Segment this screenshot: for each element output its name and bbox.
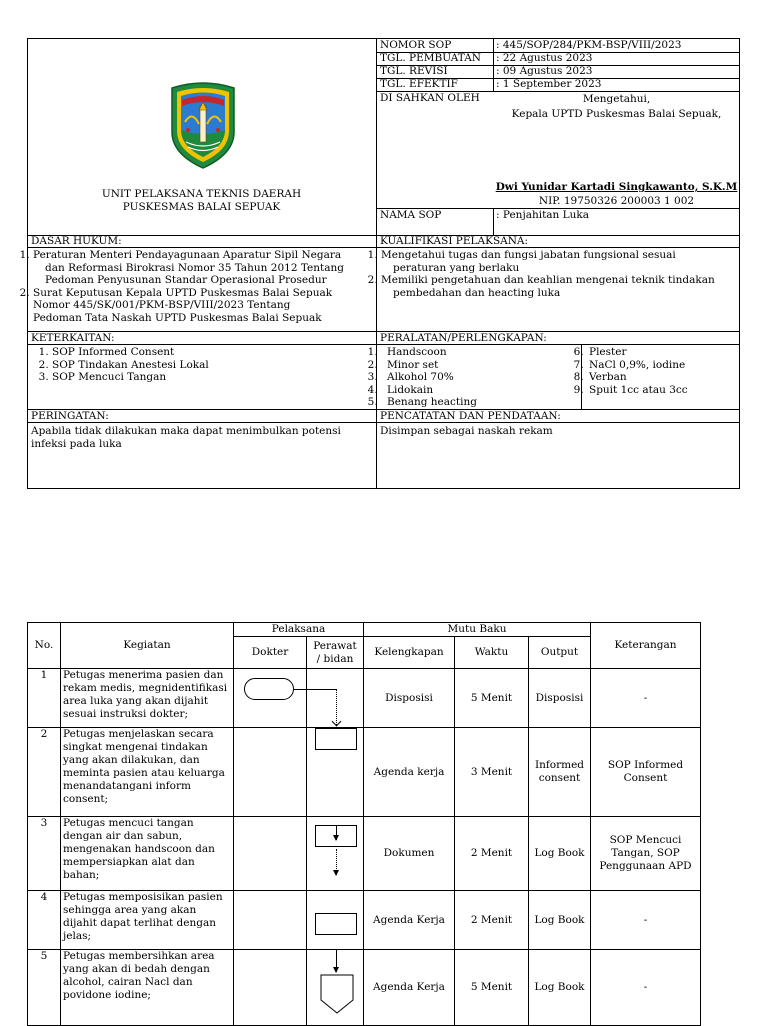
peralatan-title: PERALATAN/PERLENGKAPAN: [380,332,547,344]
peralatan-item: 1. Handscoon [381,346,477,359]
perawat-flow-cell [307,817,364,891]
row-waktu: 2 Menit [455,891,529,950]
row-no: 2 [28,728,61,817]
row-waktu: 5 Menit [455,950,529,1026]
table-row [28,817,701,891]
perawat-flow-cell [307,669,364,728]
row-kelengkapan: Agenda Kerja [364,950,455,1026]
col-header-pelaksana: Pelaksana [234,623,364,637]
dasar-hukum-item: 1. Peraturan Menteri Pendayagunaan Aparatur Sipil Negara dan Reformasi Birokrasi Nomor 35 Tahun 2012 Tentang Pedoman Penyusunan Standar Operasional Prosedur [33,249,344,287]
dokter-flow-cell [234,950,307,1026]
pencatatan-title: PENCATATAN DAN PENDATAAN: [380,410,561,422]
row-kelengkapan: Agenda kerja [364,728,455,817]
keterkaitan-item: 3. SOP Mencuci Tangan [52,371,209,384]
col-header-output: Output [529,637,591,669]
row-no: 4 [28,891,61,950]
field-label-tgl-revisi: TGL. REVISI [380,65,448,77]
row-output: Disposisi [529,669,591,728]
peralatan-item: 2. Minor set [381,359,477,372]
row-no: 3 [28,817,61,891]
jabatan-text: Kepala UPTD Puskesmas Balai Sepuak, [511,108,722,120]
peralatan-item: 6. Plester [587,346,688,359]
kualifikasi-item: 2. Memiliki pengetahuan dan keahlian mengenai teknik tindakan pembedahan dan heacting luka [381,274,715,299]
dasar-hukum-list [18,249,344,324]
perawat-flow-cell [307,728,364,817]
peringatan-text-line: infeksi pada luka [31,438,122,450]
row-kegiatan: Petugas mencuci tangan dengan air dan sabun, mengenakan handscoon dan mempersiapkan alat dan bahan; [61,817,234,891]
org-name-line1: UNIT PELAKSANA TEKNIS DAERAH [101,188,302,200]
flow-connector-line [307,689,336,690]
row-kegiatan: Petugas menjelaskan secara singkat mengenai tindakan yang akan dilakukan, dan meminta pasien atau keluarga menandatangani inform consent; [61,728,234,817]
row-keterangan: - [591,950,701,1026]
peringatan-title: PERINGATAN: [31,410,109,422]
row-kelengkapan: Agenda Kerja [364,891,455,950]
keterkaitan-list [37,346,209,384]
mengetahui-text: Mengetahui, [582,93,651,105]
row-waktu: 2 Menit [455,817,529,891]
procedure-flow-table [27,622,701,1026]
row-no: 1 [28,669,61,728]
org-name-line2: PUSKESMAS BALAI SEPUAK [122,201,281,213]
row-kelengkapan: Dokumen [364,817,455,891]
flow-arrow [336,950,337,972]
keterkaitan-item: 1. SOP Informed Consent [52,346,209,359]
col-header-mutu-baku: Mutu Baku [364,623,591,637]
kualifikasi-title: KUALIFIKASI PELAKSANA: [380,235,529,247]
dokter-flow-cell [234,891,307,950]
dasar-hukum-title: DASAR HUKUM: [31,235,122,247]
flow-arrow [336,689,337,725]
peringatan-text-line: Apabila tidak dilakukan maka dapat menimbulkan potensi [31,425,341,437]
row-keterangan: - [591,891,701,950]
row-kegiatan: Petugas memposisikan pasien sehingga area yang akan dijahit dapat terlihat dengan jelas; [61,891,234,950]
flow-arrow [336,849,337,875]
field-value-tgl-pembuatan: : 22 Agustus 2023 [496,52,593,64]
peralatan-item: 3. Alkohol 70% [381,371,477,384]
peralatan-item: 7. NaCl 0,9%, iodine [587,359,688,372]
regency-coat-of-arms-icon [168,80,238,170]
flow-arrow [336,826,337,840]
peralatan-list-col2 [572,346,688,396]
col-header-kegiatan: Kegiatan [61,623,234,669]
field-label-nomor-sop: NOMOR SOP [380,39,452,51]
process-box-shape [315,913,357,935]
field-value-tgl-revisi: : 09 Agustus 2023 [496,65,593,77]
col-header-no: No. [28,623,61,669]
row-kelengkapan: Disposisi [364,669,455,728]
kualifikasi-item: 1. Mengetahui tugas dan fungsi jabatan fungsional sesuai peraturan yang berlaku [381,249,715,274]
field-label-tgl-efektif: TGL. EFEKTIF [380,78,458,90]
keterkaitan-item: 2. SOP Tindakan Anestesi Lokal [52,359,209,372]
table-row [28,728,701,817]
table-row [28,669,701,728]
pencatatan-text-line: Disimpan sebagai naskah rekam [380,425,553,437]
row-output: Log Book [529,817,591,891]
table-row [28,950,701,1026]
disahkan-label: DI SAHKAN OLEH [380,92,480,104]
row-output: Informed consent [529,728,591,817]
table-row [28,891,701,950]
peralatan-item: 9. Spuit 1cc atau 3cc [587,384,688,397]
row-waktu: 3 Menit [455,728,529,817]
kualifikasi-list [366,249,715,299]
nama-sop-split-line [493,208,494,235]
row-keterangan: - [591,669,701,728]
col-header-kelengkapan: Kelengkapan [364,637,455,669]
row-keterangan: SOP Mencuci Tangan, SOP Penggunaan APD [591,817,701,891]
start-terminator-shape [244,678,294,700]
row-no: 5 [28,950,61,1026]
perawat-flow-cell [307,950,364,1026]
row-kegiatan: Petugas menerima pasien dan rekam medis, megnidentifikasi area luka yang akan dijahit sesuai instruksi dokter; [61,669,234,728]
field-label-tgl-pembuatan: TGL. PEMBUATAN [380,52,481,64]
row-output: Log Book [529,891,591,950]
dokter-flow-cell [234,817,307,891]
signer-nip: NIP. 19750326 200003 1 002 [538,195,695,207]
row-output: Log Book [529,950,591,1026]
dasar-hukum-item: 2. Surat Keputusan Kepala UPTD Puskesmas Balai Sepuak Nomor 445/SK/001/PKM-BSP/VIII/2023 Tentang Pedoman Tata Naskah UPTD Puskesmas Balai Sepuak [33,287,344,325]
dokter-flow-cell [234,728,307,817]
row-keterangan: SOP Informed Consent [591,728,701,817]
nama-sop-label: NAMA SOP [380,209,442,221]
peralatan-item: 5. Benang heacting [381,396,477,409]
peralatan-item: 4. Lidokain [381,384,477,397]
nama-sop-value: : Penjahitan Luka [496,209,590,221]
col-header-waktu: Waktu [455,637,529,669]
field-value-tgl-efektif: : 1 September 2023 [496,78,602,90]
signer-name: Dwi Yunidar Kartadi Singkawanto, S.K.M [495,181,738,193]
col-header-dokter: Dokter [234,637,307,669]
process-box-shape [315,728,357,750]
row-waktu: 5 Menit [455,669,529,728]
col-header-keterangan: Keterangan [591,623,701,669]
col-header-perawat: Perawat / bidan [307,637,364,669]
dokter-flow-cell [234,669,307,728]
perawat-flow-cell [307,891,364,950]
keterkaitan-title: KETERKAITAN: [31,332,115,344]
peralatan-list-col1 [366,346,477,409]
offpage-connector-shape [320,974,354,1014]
row-kegiatan: Petugas membersihkan area yang akan di bedah dengan alcohol, cairan Nacl dan povidone iodine; [61,950,234,1026]
peralatan-item: 8. Verban [587,371,688,384]
field-value-nomor-sop: : 445/SOP/284/PKM-BSP/VIII/2023 [496,39,682,51]
